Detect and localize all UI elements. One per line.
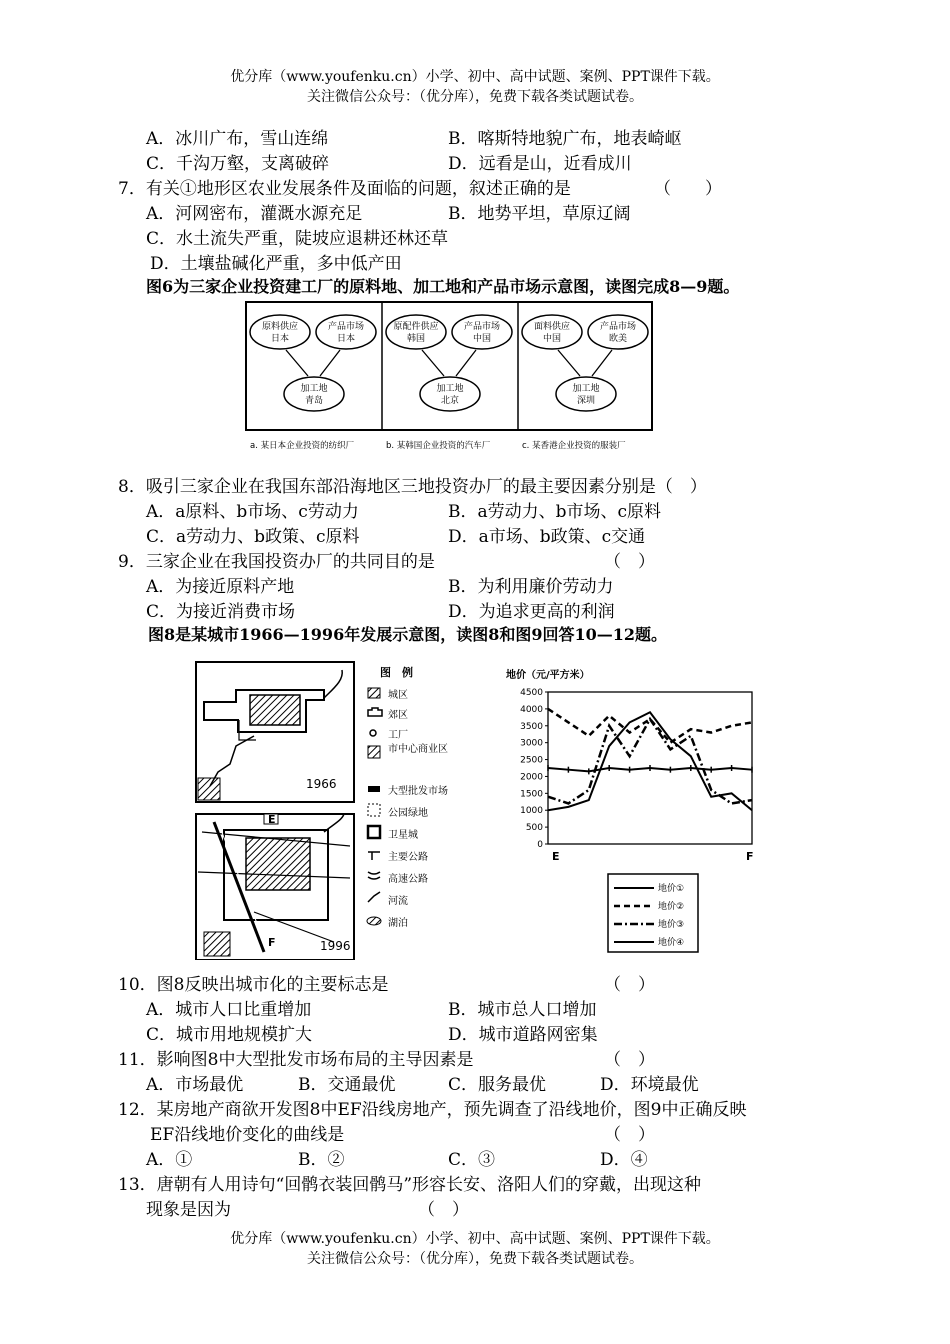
node-label: 原配件供应 bbox=[393, 322, 439, 332]
legend-entry-4: 地价④ bbox=[658, 938, 685, 948]
legend-entry-2: 地价② bbox=[658, 902, 685, 912]
q9-answer-paren: （ ） bbox=[604, 552, 655, 572]
figure-8-legend bbox=[367, 665, 448, 929]
map-label-f: F bbox=[268, 936, 276, 949]
flow-arrow bbox=[286, 350, 308, 376]
q10-option-a: A．城市人口比重增加 bbox=[146, 1000, 312, 1020]
flow-arrow bbox=[558, 350, 580, 376]
q12-option-d: D．④ bbox=[600, 1150, 648, 1170]
q11-answer-paren: （ ） bbox=[604, 1050, 655, 1070]
q10-answer-paren: （ ） bbox=[604, 975, 655, 995]
q11-option-b: B．交通最优 bbox=[298, 1075, 396, 1095]
legend-symbol bbox=[368, 826, 380, 838]
legend-label: 郊区 bbox=[388, 710, 408, 721]
node-label: 日本 bbox=[270, 334, 290, 344]
legend-symbol bbox=[368, 804, 380, 816]
map-label-e: E bbox=[268, 813, 276, 826]
q7-answer-paren: （ ） bbox=[654, 179, 722, 199]
q8-option-d: D．a市场、b政策、c交通 bbox=[448, 527, 646, 547]
legend-label: 城区 bbox=[388, 690, 408, 701]
q8-stem: 8．吸引三家企业在我国东部沿海地区三地投资办厂的最主要因素分别是（ ） bbox=[118, 477, 707, 497]
q10-option-b: B．城市总人口增加 bbox=[448, 1000, 597, 1020]
q7-option-d: D．土壤盐碱化严重，多中低产田 bbox=[150, 254, 402, 274]
q8-option-b: B．a劳动力、b市场、c原料 bbox=[448, 502, 662, 522]
q6-option-a: A．冰川广布，雪山连绵 bbox=[146, 129, 329, 149]
x-label-e: E bbox=[552, 850, 560, 863]
q12-stem-line2: EF沿线地价变化的曲线是 bbox=[150, 1125, 345, 1145]
q12-option-c: C．③ bbox=[448, 1150, 496, 1170]
legend-symbol bbox=[368, 892, 380, 902]
chart-y-label: 地价（元/平方米） bbox=[506, 670, 590, 681]
q9-option-b: B．为利用廉价劳动力 bbox=[448, 577, 614, 597]
q12-option-b: B．② bbox=[298, 1150, 345, 1170]
footer-line-1: 优分库（www.youfenku.cn）小学、初中、高中试题、案例、PPT课件下载。 bbox=[230, 1231, 720, 1247]
q11-option-d: D．环境最优 bbox=[600, 1075, 699, 1095]
node-label: 产品市场 bbox=[327, 322, 365, 332]
legend-entry-3: 地价③ bbox=[658, 920, 685, 930]
map-1966 bbox=[196, 662, 354, 802]
flow-arrow bbox=[456, 350, 476, 376]
q10-stem: 10．图8反映出城市化的主要标志是 bbox=[118, 975, 389, 995]
q6-option-b: B．喀斯特地貌广布，地表崎岖 bbox=[448, 129, 682, 149]
legend-label: 湖泊 bbox=[388, 918, 408, 929]
node-label: 面料供应 bbox=[533, 322, 571, 332]
y-tick-label: 4500 bbox=[520, 688, 543, 698]
node-label: 加工地 bbox=[300, 384, 328, 394]
q12-answer-paren: （ ） bbox=[604, 1125, 655, 1145]
node-label: 深圳 bbox=[576, 396, 596, 406]
flow-arrow bbox=[320, 350, 340, 376]
legend-symbol bbox=[370, 730, 376, 736]
q7-stem: 7．有关①地形区农业发展条件及面临的问题，叙述正确的是 bbox=[118, 179, 571, 199]
q7-option-b: B．地势平坦，草原辽阔 bbox=[448, 204, 631, 224]
y-tick-label: 4000 bbox=[520, 704, 543, 715]
node-label: 加工地 bbox=[572, 384, 600, 394]
node-label: 加工地 bbox=[436, 384, 464, 394]
map-year-1996: 1996 bbox=[320, 939, 351, 953]
chart-legend-box bbox=[608, 874, 698, 952]
y-tick-label: 2500 bbox=[520, 755, 543, 766]
legend-label: 大型批发市场 bbox=[388, 786, 448, 797]
figure-9-chart bbox=[498, 664, 766, 956]
node-label: 青岛 bbox=[304, 396, 324, 406]
flow-arrow bbox=[592, 350, 612, 376]
q12-stem-line1: 12．某房地产商欲开发图8中EF沿线房地产，预先调查了沿线地价，图9中正确反映 bbox=[118, 1100, 747, 1120]
figure-8-intro: 图8是某城市1966—1996年发展示意图，读图8和图9回答10—12题。 bbox=[148, 625, 667, 644]
q7-option-c: C．水土流失严重，陡坡应退耕还林还草 bbox=[146, 229, 449, 249]
q6-option-d: D．远看是山，近看成川 bbox=[448, 154, 632, 174]
q13-stem-line1: 13．唐朝有人用诗句“回鹘衣装回鹘马”形容长安、洛阳人们的穿戴，出现这种 bbox=[118, 1175, 702, 1195]
legend-label: 卫星城 bbox=[388, 830, 418, 841]
q13-stem-line2: 现象是因为 bbox=[146, 1200, 231, 1220]
q7-option-a: A．河网密布，灌溉水源充足 bbox=[146, 204, 363, 224]
legend-symbol bbox=[368, 708, 382, 716]
footer-line-2: 关注微信公众号：（优分库），免费下载各类试题试卷。 bbox=[307, 1251, 643, 1267]
q13-answer-paren: （ ） bbox=[418, 1200, 469, 1220]
q9-option-d: D．为追求更高的利润 bbox=[448, 602, 615, 622]
legend-symbol bbox=[368, 688, 380, 698]
node-label: 中国 bbox=[472, 334, 492, 344]
q9-option-c: C．为接近消费市场 bbox=[146, 602, 296, 622]
y-tick-label: 2000 bbox=[520, 772, 543, 783]
node-label: 产品市场 bbox=[599, 322, 637, 332]
flow-arrow bbox=[422, 350, 444, 376]
q10-option-c: C．城市用地规模扩大 bbox=[146, 1025, 313, 1045]
legend-symbol bbox=[368, 852, 380, 860]
node-label: 北京 bbox=[440, 396, 460, 406]
q9-stem: 9．三家企业在我国投资办厂的共同目的是 bbox=[118, 552, 435, 572]
map-year-1966: 1966 bbox=[306, 777, 337, 791]
legend-label: 公园绿地 bbox=[388, 808, 428, 819]
legend-label: 河流 bbox=[388, 896, 408, 907]
figure-6-intro: 图6为三家企业投资建工厂的原料地、加工地和产品市场示意图，读图完成8—9题。 bbox=[146, 277, 740, 296]
header-line-1: 优分库（www.youfenku.cn）小学、初中、高中试题、案例、PPT课件下载。 bbox=[230, 69, 720, 85]
panel-caption: b. 某韩国企业投资的汽车厂 bbox=[386, 441, 491, 451]
legend-label: 高速公路 bbox=[388, 874, 428, 885]
node-label: 韩国 bbox=[406, 334, 426, 344]
y-tick-label: 3500 bbox=[520, 721, 543, 732]
x-label-f: F bbox=[746, 850, 754, 863]
q11-option-a: A．市场最优 bbox=[146, 1075, 244, 1095]
q10-option-d: D．城市道路网密集 bbox=[448, 1025, 598, 1045]
header-line-2: 关注微信公众号：（优分库），免费下载各类试题试卷。 bbox=[307, 89, 643, 105]
y-tick-label: 3000 bbox=[520, 738, 543, 749]
node-label: 原料供应 bbox=[261, 322, 299, 332]
q8-option-a: A．a原料、b市场、c劳动力 bbox=[146, 502, 359, 522]
node-label: 欧美 bbox=[608, 334, 628, 344]
node-label: 日本 bbox=[336, 334, 356, 344]
q11-option-c: C．服务最优 bbox=[448, 1075, 547, 1095]
q8-option-c: C．a劳动力、b政策、c原料 bbox=[146, 527, 360, 547]
y-tick-label: 500 bbox=[525, 823, 543, 834]
figure-8-map bbox=[194, 660, 464, 960]
legend-entry-1: 地价① bbox=[658, 884, 685, 894]
q6-option-c: C．千沟万壑，支离破碎 bbox=[146, 154, 330, 174]
y-tick-label: 0 bbox=[537, 840, 543, 850]
legend-symbol bbox=[368, 746, 380, 758]
figure-6-diagram bbox=[244, 300, 654, 458]
legend-symbol bbox=[368, 872, 380, 879]
node-label: 中国 bbox=[542, 334, 562, 344]
panel-caption: c. 某香港企业投资的服装厂 bbox=[522, 441, 626, 451]
legend-label: 工厂 bbox=[388, 730, 408, 741]
legend-label: 主要公路 bbox=[388, 852, 428, 863]
q11-stem: 11．影响图8中大型批发市场布局的主导因素是 bbox=[118, 1050, 474, 1070]
panel-caption: a. 某日本企业投资的纺织厂 bbox=[250, 441, 355, 451]
y-tick-label: 1000 bbox=[520, 806, 543, 817]
q9-option-a: A．为接近原料产地 bbox=[146, 577, 295, 597]
node-label: 产品市场 bbox=[463, 322, 501, 332]
legend-symbol bbox=[367, 917, 381, 925]
q12-option-a: A．① bbox=[146, 1150, 193, 1170]
legend-label: 市中心商业区 bbox=[388, 744, 448, 755]
legend-symbol bbox=[368, 786, 380, 792]
map-1996 bbox=[196, 813, 354, 960]
legend-title: 图 例 bbox=[380, 666, 413, 679]
y-tick-label: 1500 bbox=[520, 789, 543, 800]
